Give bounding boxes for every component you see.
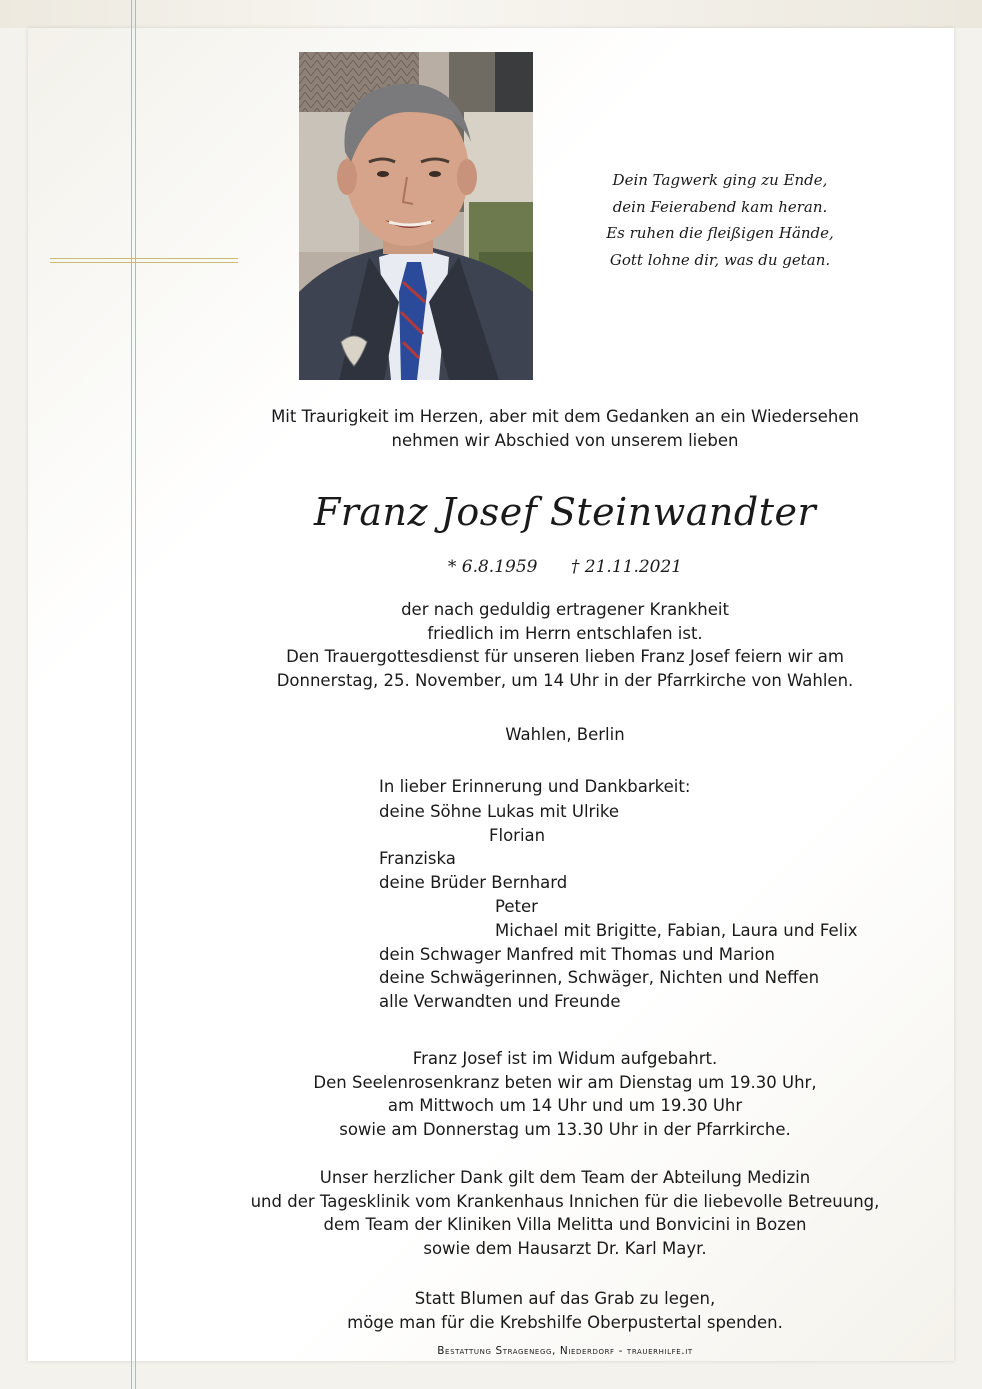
- passing-line: der nach geduldig ertragener Krankheit: [401, 600, 729, 619]
- cross-horizontal-bar: [50, 258, 238, 263]
- family-line: Michael mit Brigitte, Fabian, Laura und Felix: [495, 920, 858, 940]
- portrait-illustration: [299, 52, 533, 380]
- life-dates: [200, 555, 930, 579]
- wake-line: Den Seelenrosenkranz beten wir am Dienstag um 19.30 Uhr,: [313, 1072, 817, 1092]
- flowers-line: Statt Blumen auf das Grab zu legen,: [414, 1289, 716, 1308]
- wake-line: Franz Josef ist im Widum aufgebahrt.: [412, 1049, 718, 1068]
- wake-text: [200, 1047, 930, 1141]
- family-line: Peter: [495, 896, 538, 916]
- family-line: deine Brüder Bernhard: [379, 873, 568, 893]
- funeral-home-footer: Bestattung Stragenegg, Niederdorf - trauerhilfe.it: [437, 1345, 693, 1357]
- funeral-line: Den Trauergottesdienst für unseren lieben Franz Josef feiern wir am: [286, 647, 844, 666]
- thanks-line: und der Tagesklinik vom Krankenhaus Innichen für die liebevolle Betreuung,: [250, 1191, 880, 1211]
- poem-line: Es ruhen die fleißigen Hände,: [606, 224, 834, 242]
- family-line: dein Schwager Manfred mit Thomas und Marion: [379, 944, 776, 964]
- family-line: Franziska: [379, 849, 456, 869]
- poem-line: Gott lohne dir, was du getan.: [609, 250, 831, 269]
- cross-vertical-bar: [131, 0, 136, 1389]
- wake-line: am Mittwoch um 14 Uhr und um 19.30 Uhr: [387, 1096, 743, 1115]
- deceased-name: Franz Josef Steinwandter: [313, 490, 817, 534]
- portrait-photo: [299, 52, 533, 380]
- family-line: alle Verwandten und Freunde: [379, 992, 621, 1012]
- thanks-line: sowie dem Hausarzt Dr. Karl Mayr.: [423, 1238, 707, 1258]
- thanks-line: dem Team der Kliniken Villa Melitta und Bonvicini in Bozen: [323, 1215, 807, 1234]
- family-line: Florian: [489, 825, 546, 845]
- death-date: † 21.11.2021: [570, 557, 683, 577]
- flowers-line: möge man für die Krebshilfe Oberpustertal spenden.: [347, 1312, 783, 1332]
- passing-text: [200, 598, 930, 692]
- passing-line: friedlich im Herrn entschlafen ist.: [427, 623, 703, 643]
- poem-line: Dein Tagwerk ging zu Ende,: [612, 171, 828, 189]
- intro-line: Mit Traurigkeit im Herzen, aber mit dem Gedanken an ein Wiedersehen: [271, 407, 859, 426]
- family-heading: In lieber Erinnerung und Dankbarkeit:: [379, 777, 691, 796]
- intro-text: [200, 405, 930, 452]
- family-list: [379, 775, 919, 1014]
- wake-line: sowie am Donnerstag um 13.30 Uhr in der Pfarrkirche.: [339, 1119, 791, 1139]
- family-line: deine Schwägerinnen, Schwäger, Nichten und Neffen: [379, 968, 820, 988]
- birth-date: * 6.8.1959: [447, 557, 538, 577]
- place-names: Wahlen, Berlin: [505, 725, 625, 744]
- family-line: deine Söhne Lukas mit Ulrike: [379, 801, 620, 821]
- thanks-text: [200, 1166, 930, 1260]
- page-top-edge: [0, 0, 982, 28]
- intro-line: nehmen wir Abschied von unserem lieben: [391, 430, 739, 450]
- poem-line: dein Feierabend kam heran.: [612, 197, 828, 216]
- poem-verse: [570, 167, 870, 273]
- flowers-text: [200, 1287, 930, 1334]
- thanks-line: Unser herzlicher Dank gilt dem Team der Abteilung Medizin: [319, 1168, 811, 1187]
- funeral-line: Donnerstag, 25. November, um 14 Uhr in der Pfarrkirche von Wahlen.: [276, 670, 854, 690]
